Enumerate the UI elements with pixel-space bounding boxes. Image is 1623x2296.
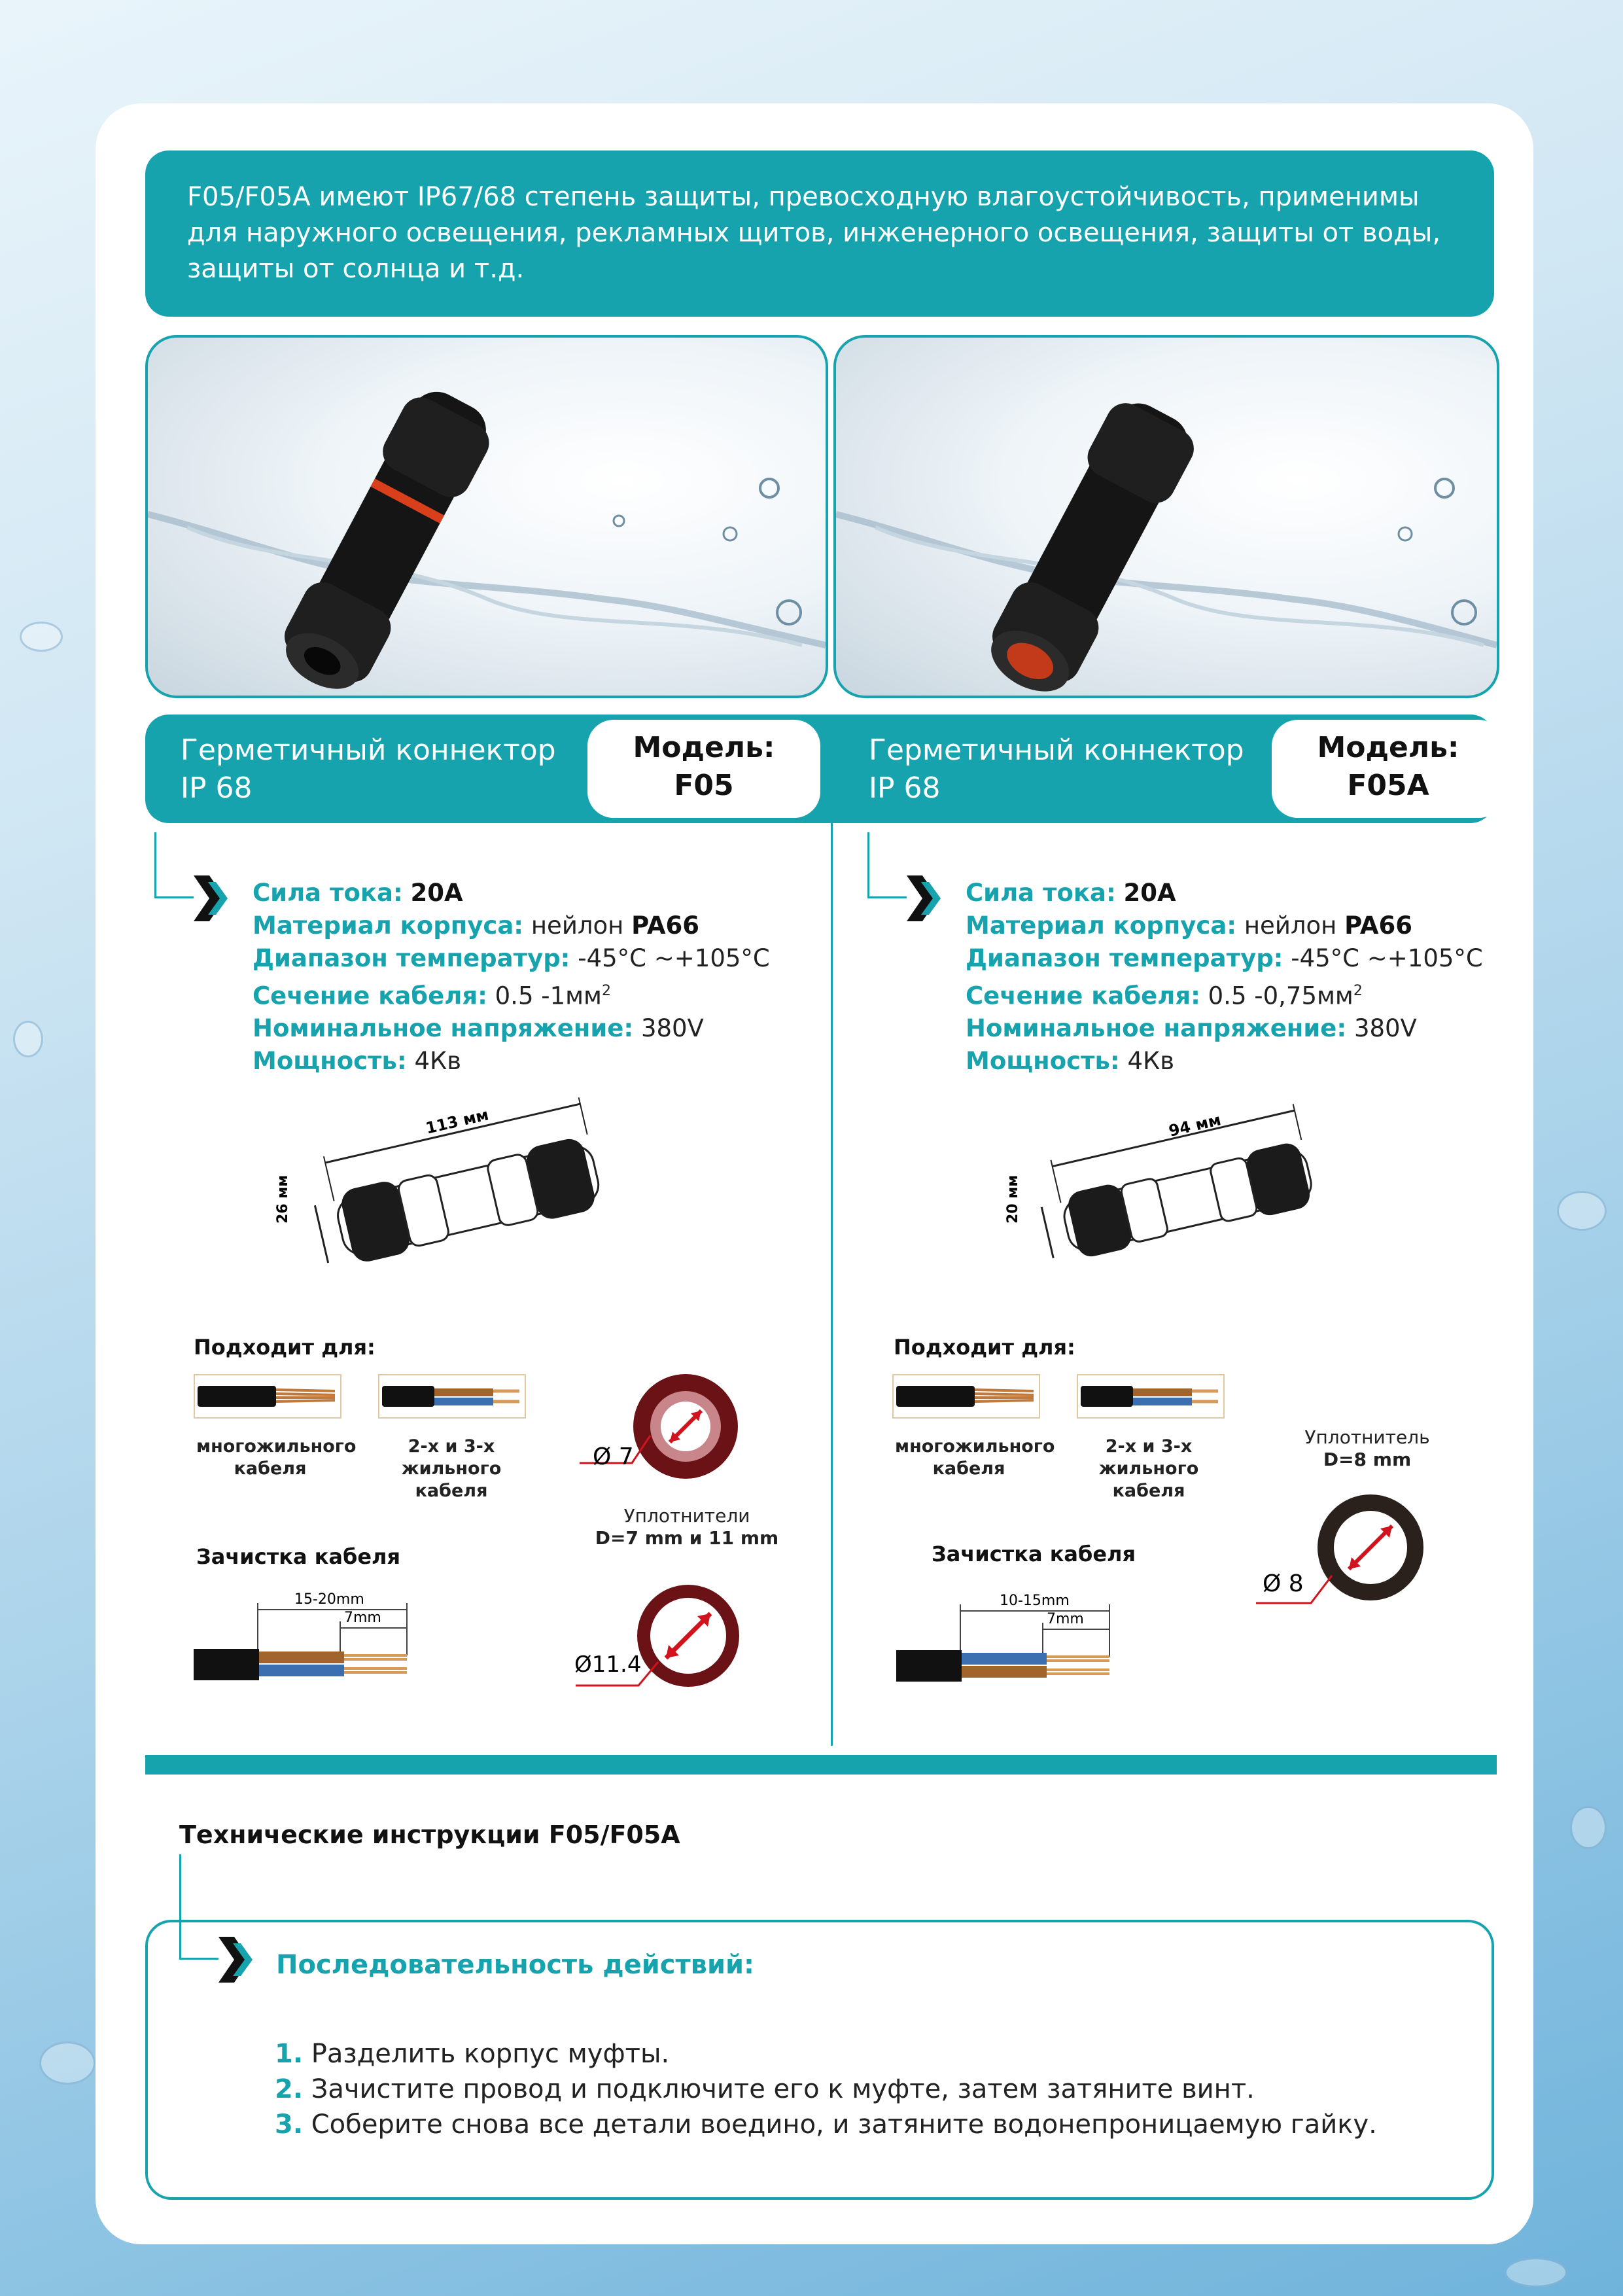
right-seal-label: Уплотнитель D=8 mm: [1304, 1426, 1430, 1470]
tech-chevron-icon: [218, 1937, 258, 1983]
spec-row: Материал корпуса: нейлон PA66: [253, 911, 699, 940]
left-spec-list: [253, 877, 815, 1078]
left-strip-inner: 7mm: [344, 1610, 381, 1626]
right-cable2-label: 2-х и 3-х жильного кабеля: [1098, 1436, 1199, 1501]
background-droplet: [1557, 1191, 1607, 1231]
background-droplet: [20, 622, 63, 652]
multicore-cable-image: [892, 1374, 1040, 1419]
tech-heading: Технические инструкции F05/F05A: [179, 1820, 680, 1849]
spec-row: Сила тока: 20A: [253, 879, 463, 907]
right-connector-line: [867, 896, 907, 898]
left-dim-width: 26 мм: [275, 1174, 291, 1224]
left-title: [181, 732, 556, 807]
background-droplet: [39, 2041, 96, 2085]
right-connector-line: [867, 832, 869, 898]
intro-banner: [145, 150, 1494, 317]
left-model-label: Модель:: [633, 731, 775, 764]
spec-row: Номинальное напряжение: 380V: [966, 1014, 1417, 1043]
sequence-title: Последовательность действий:: [276, 1950, 755, 1980]
step-item: 3. Соберите снова все детали воедино, и затяните водонепроницаемую гайку.: [275, 2110, 1377, 2140]
left-title-bar: [145, 715, 826, 823]
left-dim-length: 113 мм: [424, 1105, 491, 1138]
right-model-label: Модель:: [1317, 731, 1459, 764]
twocore-cable-image: [1077, 1374, 1225, 1419]
spec-row: Номинальное напряжение: 380V: [253, 1014, 704, 1043]
spec-row: Диапазон температур: -45°C ~+105°C: [966, 944, 1483, 972]
left-chevron-icon: [194, 875, 233, 921]
twocore-cable-image: [378, 1374, 526, 1419]
right-strip-inner: 7mm: [1047, 1611, 1084, 1627]
left-connector-line: [154, 896, 194, 898]
left-cable2-label: 2-х и 3-х жильного кабеля: [401, 1436, 502, 1501]
background-droplet: [13, 1021, 43, 1057]
left-seals-label: Уплотнители D=7 mm и 11 mm: [595, 1505, 779, 1549]
right-seal-value: Ø 8: [1263, 1570, 1304, 1597]
spec-row: Мощность: 4Кв: [966, 1047, 1175, 1076]
column-divider: [831, 823, 833, 1746]
right-title: [869, 732, 1244, 807]
left-seal-small-label: Ø 7: [593, 1443, 634, 1470]
spec-row: Сечение кабеля: 0.5 $-0,75мм^2$: [966, 981, 1363, 1010]
right-strip-outer: 10-15mm: [1000, 1593, 1070, 1609]
left-title-line2: IP 68: [181, 771, 253, 805]
right-dim-length: 94 мм: [1166, 1110, 1223, 1140]
intro-lead: F05/F05A: [187, 182, 311, 212]
right-title-bar: [826, 715, 1494, 823]
left-model-box: [587, 720, 820, 818]
spec-row: Мощность: 4Кв: [253, 1047, 462, 1076]
intro-text: имеют IP67/68 степень защиты, превосходную влагоустойчивость, применимы для наружного освещения, рекламных щитов, инженерного освещения, защиты от воды, защиты от солнца и т.д.: [187, 182, 1441, 284]
spec-row: Материал корпуса: нейлон PA66: [966, 911, 1412, 940]
right-cable1-label: многожильного кабеля: [895, 1436, 1055, 1479]
right-dimension-drawing: [1007, 1086, 1361, 1276]
left-model-value: F05: [674, 769, 734, 802]
spec-row: Сила тока: 20A: [966, 879, 1176, 907]
product-photo-f05: [145, 335, 828, 698]
background-droplet: [1570, 1806, 1607, 1849]
right-fits-label: Подходит для:: [894, 1335, 1075, 1360]
left-fits-label: Подходит для:: [194, 1335, 375, 1360]
spec-row: Диапазон температур: -45°C ~+105°C: [253, 944, 770, 972]
right-spec-list: [966, 877, 1489, 1078]
left-seal-big-label: Ø11.4: [574, 1651, 642, 1678]
left-strip-outer: 15-20mm: [294, 1591, 364, 1608]
right-dim-width: 20 мм: [1005, 1174, 1021, 1224]
product-photo-f05a: [833, 335, 1499, 698]
step-item: 2. Зачистите провод и подключите его к муфте, затем затяните винт.: [275, 2074, 1255, 2104]
multicore-cable-image: [194, 1374, 341, 1419]
left-connector-line: [154, 832, 156, 898]
left-title-line1: Герметичный коннектор: [181, 733, 556, 767]
sequence-steps: [275, 2036, 1478, 2142]
left-strip-label: Зачистка кабеля: [196, 1544, 401, 1569]
right-model-value: F05A: [1347, 769, 1429, 802]
section-divider-bar: [145, 1755, 1497, 1775]
left-cable1-label: многожильного кабеля: [196, 1436, 357, 1479]
spec-row: Сечение кабеля: 0.5 $-1мм^2$: [253, 981, 611, 1010]
step-item: 1. Разделить корпус муфты.: [275, 2039, 670, 2069]
right-title-line1: Герметичный коннектор: [869, 733, 1244, 767]
tech-connector-line: [179, 1958, 218, 1960]
right-chevron-icon: [907, 875, 946, 921]
background-droplet: [1505, 2257, 1567, 2287]
right-model-box: [1272, 720, 1505, 818]
right-strip-label: Зачистка кабеля: [932, 1542, 1136, 1566]
tech-connector-line: [179, 1854, 181, 1959]
right-title-line2: IP 68: [869, 771, 941, 805]
